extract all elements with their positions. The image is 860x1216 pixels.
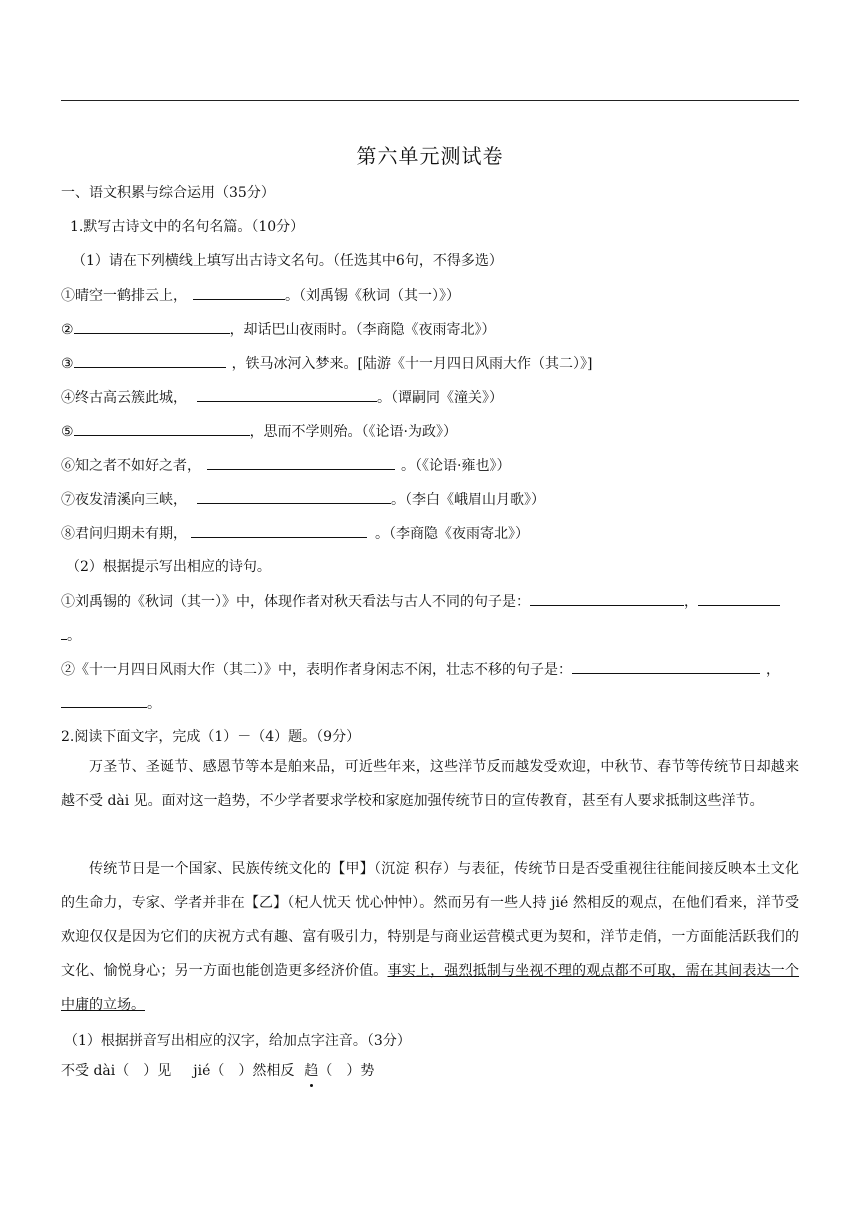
- question-1-title: 1.默写古诗文中的名句名篇。（10分）: [70, 219, 305, 235]
- question-2-sub-1: （1）根据拼音写出相应的汉字，给加点字注音。（3分）: [64, 1033, 411, 1049]
- answer-blank[interactable]: [193, 285, 285, 300]
- poem-item-5: ⑤ ，思而不学则殆。（《论语·为政》）: [61, 421, 457, 442]
- answer-blank[interactable]: [698, 591, 780, 606]
- poem-item-4: ④终古高云簇此城， 。（谭嗣同《潼关》）: [61, 387, 503, 408]
- answer-blank[interactable]: [74, 421, 250, 436]
- poem-item-1: ①晴空一鹤排云上， 。（刘禹锡《秋词（其一）》）: [61, 285, 460, 306]
- poem-item-6: ⑥知之者不如好之者， 。（《论语·雍也》）: [61, 455, 510, 476]
- answer-blank[interactable]: [572, 659, 760, 674]
- answer-blank[interactable]: [61, 693, 147, 708]
- answer-blank[interactable]: [197, 387, 377, 402]
- answer-blank[interactable]: [530, 591, 684, 606]
- question-1-part-2: （2）根据提示写出相应的诗句。: [66, 559, 271, 575]
- page-title: 第六单元测试卷: [356, 144, 504, 168]
- underlined-sentence: 事实上，强烈抵制与坐视不理的观点都不可取，需在其间表达一个中庸的立场。: [61, 963, 800, 1013]
- poem-item-8: ⑧君问归期未有期， 。（李商隐《夜雨寄北》）: [61, 523, 529, 544]
- prompt-item-2-cont: 。: [61, 693, 161, 714]
- poem-item-3: ③ ，铁马冰河入梦来。[陆游《十一月四日风雨大作（其二）》]: [61, 353, 593, 374]
- prompt-item-1-cont: 。: [61, 625, 81, 646]
- question-1-part-1: （1）请在下列横线上填写出古诗文名句。（任选其中6句，不得多选）: [72, 253, 503, 269]
- poem-item-7: ⑦夜发清溪向三峡， 。（李白《峨眉山月歌》）: [61, 489, 545, 510]
- passage-paragraph-1: 万圣节、圣诞节、感恩节等本是舶来品，可近些年来，这些洋节反而越发受欢迎，中秋节、春节等传统节日却越来越不受 dài 见。面对这一趋势，不少学者要求学校和家庭加强传统节日的宣传教育，甚至有人要求抵制这些洋节。: [61, 759, 799, 809]
- answer-blank[interactable]: [74, 319, 230, 334]
- fill-item-dai: 不受 dài（ ）见: [61, 1063, 172, 1079]
- poem-item-2: ② ，却话巴山夜雨时。（李商隐《夜雨寄北》）: [61, 319, 496, 340]
- pinyin-fill-row: [61, 1061, 374, 1081]
- dotted-character: 趋: [304, 1063, 319, 1079]
- answer-blank[interactable]: [207, 455, 395, 470]
- passage-paragraph-2: 传统节日是一个国家、民族传统文化的【甲】（沉淀 积存）与表征，传统节日是否受重视往往能间接反映本土文化的生命力，专家、学者并非在【乙】（杞人忧天 忧心忡忡）。然而另有一些人持 jié 然相反的观点，在他们看来，洋节受欢迎仅仅是因为它们的庆祝方式有趣、富有吸引力，特别是与商业运营模式更为契和，洋节走俏，一方面能活跃我们的文化、愉悦身心；另一方面也能创造更多经济价值。事实上，强烈抵制与坐视不理的观点都不可取，需在其间表达一个中庸的立场。: [61, 861, 800, 1013]
- answer-blank[interactable]: [197, 489, 391, 504]
- prompt-item-2: ②《十一月四日风雨大作（其二）》中，表明作者身闲志不闲，壮志不移的句子是： ，: [61, 659, 780, 680]
- header-rule: [61, 100, 799, 101]
- answer-blank[interactable]: [191, 523, 367, 538]
- fill-item-qu: （ ）势: [318, 1063, 375, 1079]
- prompt-item-1: ①刘禹锡的《秋词（其一）》中，体现作者对秋天看法与古人不同的句子是： ，: [61, 591, 780, 612]
- answer-blank[interactable]: [74, 353, 226, 368]
- fill-item-jie: jié（ ）然相反: [193, 1063, 295, 1079]
- question-2-title: 2.阅读下面文字，完成（1）－（4）题。（9分）: [61, 729, 361, 745]
- section-heading: 一、语文积累与综合运用（35分）: [61, 185, 275, 201]
